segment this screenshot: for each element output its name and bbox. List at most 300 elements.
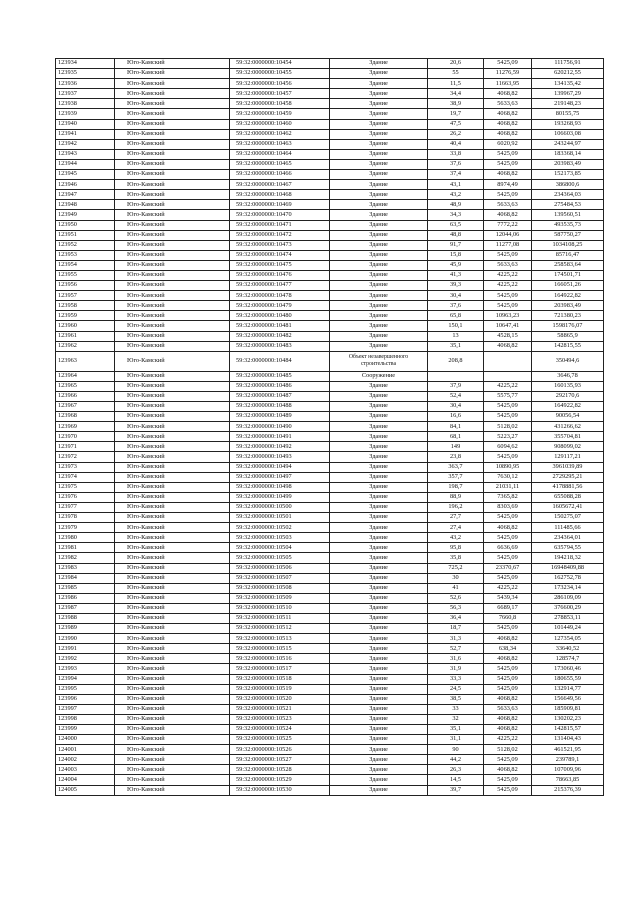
object-type-cell: Здание xyxy=(330,250,428,260)
table-row xyxy=(56,583,604,593)
total-value-cell: 142815,57 xyxy=(532,725,604,735)
table-row xyxy=(56,472,604,482)
object-type-cell: Здание xyxy=(330,301,428,311)
value-per-unit-cell: 12044,06 xyxy=(484,230,532,240)
row-number-cell: 123959 xyxy=(56,311,115,321)
object-type-cell: Здание xyxy=(330,593,428,603)
district-cell: Юго-Камский xyxy=(115,149,230,159)
object-type-cell: Здание xyxy=(330,149,428,159)
value-per-unit-cell: 5128,02 xyxy=(484,745,532,755)
district-cell: Юго-Камский xyxy=(115,644,230,654)
cadastral-number-cell: 59:32:0000000:10512 xyxy=(230,624,330,634)
object-type-cell: Здание xyxy=(330,755,428,765)
object-type-cell: Здание xyxy=(330,210,428,220)
total-value-cell: 620212,55 xyxy=(532,69,604,79)
total-value-cell: 376600,29 xyxy=(532,603,604,613)
row-number-cell: 123979 xyxy=(56,523,115,533)
area-cell: 30 xyxy=(428,573,484,583)
row-number-cell: 123974 xyxy=(56,472,115,482)
district-cell: Юго-Камский xyxy=(115,694,230,704)
row-number-cell: 123936 xyxy=(56,79,115,89)
area-cell: 43,1 xyxy=(428,180,484,190)
value-per-unit-cell: 21031,11 xyxy=(484,482,532,492)
cadastral-number-cell: 59:32:0000000:10485 xyxy=(230,371,330,381)
area-cell: 150,1 xyxy=(428,321,484,331)
table-row xyxy=(56,200,604,210)
cadastral-number-cell: 59:32:0000000:10503 xyxy=(230,533,330,543)
district-cell: Юго-Камский xyxy=(115,180,230,190)
district-cell: Юго-Камский xyxy=(115,79,230,89)
value-per-unit-cell xyxy=(484,351,532,371)
area-cell: 27,7 xyxy=(428,513,484,523)
total-value-cell: 461521,95 xyxy=(532,745,604,755)
row-number-cell: 123961 xyxy=(56,331,115,341)
district-cell: Юго-Камский xyxy=(115,311,230,321)
row-number-cell: 123957 xyxy=(56,291,115,301)
object-type-cell: Здание xyxy=(330,422,428,432)
district-cell: Юго-Камский xyxy=(115,331,230,341)
row-number-cell: 123952 xyxy=(56,240,115,250)
value-per-unit-cell: 5425,09 xyxy=(484,755,532,765)
cadastral-number-cell: 59:32:0000000:10457 xyxy=(230,89,330,99)
district-cell: Юго-Камский xyxy=(115,89,230,99)
value-per-unit-cell: 5425,09 xyxy=(484,301,532,311)
object-type-cell: Здание xyxy=(330,139,428,149)
row-number-cell: 123963 xyxy=(56,351,115,371)
table-row xyxy=(56,129,604,139)
area-cell: 38,9 xyxy=(428,99,484,109)
row-number-cell: 124001 xyxy=(56,745,115,755)
object-type-cell: Здание xyxy=(330,391,428,401)
cadastral-number-cell: 59:32:0000000:10492 xyxy=(230,442,330,452)
district-cell: Юго-Камский xyxy=(115,624,230,634)
value-per-unit-cell: 7365,82 xyxy=(484,492,532,502)
row-number-cell: 123971 xyxy=(56,442,115,452)
district-cell: Юго-Камский xyxy=(115,281,230,291)
row-number-cell: 124003 xyxy=(56,765,115,775)
object-type-cell: Здание xyxy=(330,543,428,553)
object-type-cell: Здание xyxy=(330,502,428,512)
district-cell: Юго-Камский xyxy=(115,775,230,785)
total-value-cell: 131404,43 xyxy=(532,735,604,745)
cadastral-number-cell: 59:32:0000000:10513 xyxy=(230,634,330,644)
table-row xyxy=(56,422,604,432)
value-per-unit-cell: 4068,82 xyxy=(484,654,532,664)
row-number-cell: 123938 xyxy=(56,99,115,109)
value-per-unit-cell: 5633,63 xyxy=(484,704,532,714)
table-row xyxy=(56,240,604,250)
area-cell: 90 xyxy=(428,745,484,755)
total-value-cell: 156649,56 xyxy=(532,694,604,704)
table-row xyxy=(56,250,604,260)
property-table xyxy=(55,58,604,796)
value-per-unit-cell: 7660,8 xyxy=(484,613,532,623)
table-row xyxy=(56,624,604,634)
total-value-cell: 243244,97 xyxy=(532,139,604,149)
table-row xyxy=(56,714,604,724)
district-cell: Юго-Камский xyxy=(115,220,230,230)
row-number-cell: 123987 xyxy=(56,603,115,613)
row-number-cell: 123956 xyxy=(56,281,115,291)
object-type-cell: Здание xyxy=(330,573,428,583)
value-per-unit-cell: 5425,09 xyxy=(484,684,532,694)
area-cell: 88,9 xyxy=(428,492,484,502)
row-number-cell: 123973 xyxy=(56,462,115,472)
row-number-cell: 123935 xyxy=(56,69,115,79)
total-value-cell: 203983,49 xyxy=(532,159,604,169)
table-row xyxy=(56,502,604,512)
cadastral-number-cell: 59:32:0000000:10520 xyxy=(230,694,330,704)
row-number-cell: 123967 xyxy=(56,402,115,412)
area-cell: 37,6 xyxy=(428,159,484,169)
value-per-unit-cell: 5425,09 xyxy=(484,452,532,462)
object-type-cell: Здание xyxy=(330,69,428,79)
total-value-cell: 160135,93 xyxy=(532,381,604,391)
value-per-unit-cell: 8303,69 xyxy=(484,502,532,512)
table-row xyxy=(56,79,604,89)
total-value-cell: 3646,78 xyxy=(532,371,604,381)
cadastral-number-cell: 59:32:0000000:10524 xyxy=(230,725,330,735)
table-row xyxy=(56,190,604,200)
cadastral-number-cell: 59:32:0000000:10480 xyxy=(230,311,330,321)
district-cell: Юго-Камский xyxy=(115,704,230,714)
district-cell: Юго-Камский xyxy=(115,301,230,311)
cadastral-number-cell: 59:32:0000000:10511 xyxy=(230,613,330,623)
district-cell: Юго-Камский xyxy=(115,755,230,765)
total-value-cell: 173234,14 xyxy=(532,583,604,593)
object-type-cell: Здание xyxy=(330,634,428,644)
object-type-cell: Здание xyxy=(330,402,428,412)
value-per-unit-cell: 6020,92 xyxy=(484,139,532,149)
area-cell: 56,3 xyxy=(428,603,484,613)
value-per-unit-cell: 5425,09 xyxy=(484,402,532,412)
object-type-cell: Здание xyxy=(330,613,428,623)
area-cell: 43,2 xyxy=(428,190,484,200)
object-type-cell: Здание xyxy=(330,240,428,250)
district-cell: Юго-Камский xyxy=(115,523,230,533)
cadastral-number-cell: 59:32:0000000:10509 xyxy=(230,593,330,603)
total-value-cell: 139967,29 xyxy=(532,89,604,99)
district-cell: Юго-Камский xyxy=(115,674,230,684)
cadastral-number-cell: 59:32:0000000:10530 xyxy=(230,785,330,795)
table-row xyxy=(56,664,604,674)
row-number-cell: 123977 xyxy=(56,502,115,512)
area-cell: 37,9 xyxy=(428,381,484,391)
district-cell: Юго-Камский xyxy=(115,170,230,180)
district-cell: Юго-Камский xyxy=(115,341,230,351)
area-cell: 33 xyxy=(428,704,484,714)
total-value-cell: 203983,49 xyxy=(532,301,604,311)
row-number-cell: 123976 xyxy=(56,492,115,502)
area-cell: 11,5 xyxy=(428,79,484,89)
row-number-cell: 123983 xyxy=(56,563,115,573)
total-value-cell: 183368,14 xyxy=(532,149,604,159)
district-cell: Юго-Камский xyxy=(115,462,230,472)
value-per-unit-cell: 4068,82 xyxy=(484,765,532,775)
total-value-cell: 587750,27 xyxy=(532,230,604,240)
district-cell: Юго-Камский xyxy=(115,109,230,119)
cadastral-number-cell: 59:32:0000000:10465 xyxy=(230,159,330,169)
district-cell: Юго-Камский xyxy=(115,159,230,169)
object-type-cell: Здание xyxy=(330,381,428,391)
object-type-cell: Здание xyxy=(330,482,428,492)
value-per-unit-cell: 5425,09 xyxy=(484,785,532,795)
total-value-cell: 1034108,25 xyxy=(532,240,604,250)
cadastral-number-cell: 59:32:0000000:10462 xyxy=(230,129,330,139)
table-row xyxy=(56,270,604,280)
district-cell: Юго-Камский xyxy=(115,603,230,613)
cadastral-number-cell: 59:32:0000000:10507 xyxy=(230,573,330,583)
table-row xyxy=(56,553,604,563)
area-cell: 95,8 xyxy=(428,543,484,553)
object-type-cell: Здание xyxy=(330,523,428,533)
total-value-cell: 431266,62 xyxy=(532,422,604,432)
total-value-cell: 3961039,89 xyxy=(532,462,604,472)
cadastral-number-cell: 59:32:0000000:10510 xyxy=(230,603,330,613)
area-cell: 37,6 xyxy=(428,301,484,311)
row-number-cell: 123997 xyxy=(56,704,115,714)
row-number-cell: 123960 xyxy=(56,321,115,331)
value-per-unit-cell: 4068,82 xyxy=(484,341,532,351)
area-cell: 31,3 xyxy=(428,634,484,644)
cadastral-number-cell: 59:32:0000000:10527 xyxy=(230,755,330,765)
district-cell: Юго-Камский xyxy=(115,482,230,492)
row-number-cell: 123958 xyxy=(56,301,115,311)
cadastral-number-cell: 59:32:0000000:10463 xyxy=(230,139,330,149)
cadastral-number-cell: 59:32:0000000:10470 xyxy=(230,210,330,220)
area-cell: 37,4 xyxy=(428,170,484,180)
total-value-cell: 106603,08 xyxy=(532,129,604,139)
table-row xyxy=(56,69,604,79)
cadastral-number-cell: 59:32:0000000:10464 xyxy=(230,149,330,159)
row-number-cell: 123951 xyxy=(56,230,115,240)
table-row xyxy=(56,603,604,613)
object-type-cell: Здание xyxy=(330,492,428,502)
table-row xyxy=(56,170,604,180)
area-cell: 27,4 xyxy=(428,523,484,533)
area-cell: 149 xyxy=(428,442,484,452)
table-row xyxy=(56,89,604,99)
table-row xyxy=(56,59,604,69)
object-type-cell: Здание xyxy=(330,331,428,341)
total-value-cell: 85716,47 xyxy=(532,250,604,260)
row-number-cell: 123999 xyxy=(56,725,115,735)
table-row xyxy=(56,755,604,765)
area-cell: 31,6 xyxy=(428,654,484,664)
area-cell: 363,7 xyxy=(428,462,484,472)
object-type-cell: Здание xyxy=(330,341,428,351)
object-type-cell: Здание xyxy=(330,59,428,69)
table-row xyxy=(56,704,604,714)
table-row xyxy=(56,351,604,371)
row-number-cell: 123991 xyxy=(56,644,115,654)
cadastral-number-cell: 59:32:0000000:10472 xyxy=(230,230,330,240)
area-cell: 34,4 xyxy=(428,89,484,99)
area-cell: 20,6 xyxy=(428,59,484,69)
area-cell: 52,6 xyxy=(428,593,484,603)
total-value-cell: 130202,23 xyxy=(532,714,604,724)
row-number-cell: 123937 xyxy=(56,89,115,99)
total-value-cell: 355704,81 xyxy=(532,432,604,442)
object-type-cell: Здание xyxy=(330,311,428,321)
total-value-cell: 1605672,41 xyxy=(532,502,604,512)
area-cell: 357,7 xyxy=(428,472,484,482)
cadastral-number-cell: 59:32:0000000:10455 xyxy=(230,69,330,79)
row-number-cell: 123949 xyxy=(56,210,115,220)
district-cell: Юго-Камский xyxy=(115,200,230,210)
total-value-cell: 219148,23 xyxy=(532,99,604,109)
district-cell: Юго-Камский xyxy=(115,270,230,280)
row-number-cell: 123946 xyxy=(56,180,115,190)
district-cell: Юго-Камский xyxy=(115,714,230,724)
total-value-cell: 194218,32 xyxy=(532,553,604,563)
district-cell: Юго-Камский xyxy=(115,291,230,301)
cadastral-number-cell: 59:32:0000000:10459 xyxy=(230,109,330,119)
value-per-unit-cell: 5425,09 xyxy=(484,573,532,583)
area-cell: 23,8 xyxy=(428,452,484,462)
table-row xyxy=(56,432,604,442)
area-cell: 198,7 xyxy=(428,482,484,492)
total-value-cell: 129117,21 xyxy=(532,452,604,462)
object-type-cell: Здание xyxy=(330,533,428,543)
object-type-cell: Здание xyxy=(330,99,428,109)
area-cell: 52,4 xyxy=(428,391,484,401)
cadastral-number-cell: 59:32:0000000:10476 xyxy=(230,270,330,280)
district-cell: Юго-Камский xyxy=(115,250,230,260)
object-type-cell: Здание xyxy=(330,230,428,240)
table-row xyxy=(56,674,604,684)
row-number-cell: 123981 xyxy=(56,543,115,553)
cadastral-number-cell: 59:32:0000000:10500 xyxy=(230,502,330,512)
value-per-unit-cell: 4225,22 xyxy=(484,735,532,745)
cadastral-number-cell: 59:32:0000000:10475 xyxy=(230,260,330,270)
table-row xyxy=(56,573,604,583)
row-number-cell: 123947 xyxy=(56,190,115,200)
table-row xyxy=(56,412,604,422)
object-type-cell: Здание xyxy=(330,452,428,462)
row-number-cell: 123992 xyxy=(56,654,115,664)
total-value-cell: 111756,91 xyxy=(532,59,604,69)
value-per-unit-cell: 638,34 xyxy=(484,644,532,654)
area-cell: 40,4 xyxy=(428,139,484,149)
total-value-cell: 193268,93 xyxy=(532,119,604,129)
district-cell: Юго-Камский xyxy=(115,240,230,250)
district-cell: Юго-Камский xyxy=(115,59,230,69)
district-cell: Юго-Камский xyxy=(115,321,230,331)
row-number-cell: 123939 xyxy=(56,109,115,119)
table-row xyxy=(56,99,604,109)
value-per-unit-cell: 7630,12 xyxy=(484,472,532,482)
district-cell: Юго-Камский xyxy=(115,664,230,674)
area-cell: 47,5 xyxy=(428,119,484,129)
object-type-cell: Здание xyxy=(330,563,428,573)
area-cell: 31,9 xyxy=(428,664,484,674)
object-type-cell: Здание xyxy=(330,129,428,139)
district-cell: Юго-Камский xyxy=(115,351,230,371)
district-cell: Юго-Камский xyxy=(115,69,230,79)
total-value-cell: 635794,55 xyxy=(532,543,604,553)
row-number-cell: 123995 xyxy=(56,684,115,694)
table-row xyxy=(56,543,604,553)
district-cell: Юго-Камский xyxy=(115,684,230,694)
cadastral-number-cell: 59:32:0000000:10501 xyxy=(230,513,330,523)
object-type-cell: Здание xyxy=(330,190,428,200)
total-value-cell: 275484,53 xyxy=(532,200,604,210)
object-type-cell: Здание xyxy=(330,200,428,210)
object-type-cell: Здание xyxy=(330,220,428,230)
table-row xyxy=(56,260,604,270)
row-number-cell: 124000 xyxy=(56,735,115,745)
value-per-unit-cell: 23370,67 xyxy=(484,563,532,573)
area-cell: 35,1 xyxy=(428,725,484,735)
table-row xyxy=(56,533,604,543)
cadastral-number-cell: 59:32:0000000:10488 xyxy=(230,402,330,412)
table-row xyxy=(56,442,604,452)
area-cell: 32 xyxy=(428,714,484,724)
district-cell: Юго-Камский xyxy=(115,129,230,139)
cadastral-number-cell: 59:32:0000000:10467 xyxy=(230,180,330,190)
cadastral-number-cell: 59:32:0000000:10454 xyxy=(230,59,330,69)
area-cell: 30,4 xyxy=(428,402,484,412)
district-cell: Юго-Камский xyxy=(115,119,230,129)
total-value-cell: 162752,78 xyxy=(532,573,604,583)
district-cell: Юго-Камский xyxy=(115,654,230,664)
table-row xyxy=(56,513,604,523)
district-cell: Юго-Камский xyxy=(115,422,230,432)
cadastral-number-cell: 59:32:0000000:10519 xyxy=(230,684,330,694)
district-cell: Юго-Камский xyxy=(115,260,230,270)
area-cell: 39,7 xyxy=(428,785,484,795)
district-cell: Юго-Камский xyxy=(115,583,230,593)
area-cell: 39,3 xyxy=(428,281,484,291)
total-value-cell: 908099,02 xyxy=(532,442,604,452)
cadastral-number-cell: 59:32:0000000:10516 xyxy=(230,654,330,664)
value-per-unit-cell: 4068,82 xyxy=(484,714,532,724)
total-value-cell: 166051,26 xyxy=(532,281,604,291)
object-type-cell: Здание xyxy=(330,170,428,180)
cadastral-number-cell: 59:32:0000000:10494 xyxy=(230,462,330,472)
object-type-cell: Здание xyxy=(330,624,428,634)
table-body xyxy=(56,59,604,796)
table-row xyxy=(56,331,604,341)
value-per-unit-cell: 5425,09 xyxy=(484,624,532,634)
cadastral-number-cell: 59:32:0000000:10508 xyxy=(230,583,330,593)
value-per-unit-cell: 11276,59 xyxy=(484,69,532,79)
row-number-cell: 123982 xyxy=(56,553,115,563)
cadastral-number-cell: 59:32:0000000:10486 xyxy=(230,381,330,391)
value-per-unit-cell: 4068,82 xyxy=(484,109,532,119)
value-per-unit-cell: 4225,22 xyxy=(484,270,532,280)
total-value-cell: 292170,6 xyxy=(532,391,604,401)
table-row xyxy=(56,291,604,301)
table-row xyxy=(56,109,604,119)
object-type-cell: Здание xyxy=(330,432,428,442)
row-number-cell: 123945 xyxy=(56,170,115,180)
object-type-cell: Здание xyxy=(330,513,428,523)
object-type-cell: Здание xyxy=(330,462,428,472)
row-number-cell: 123972 xyxy=(56,452,115,462)
row-number-cell: 123950 xyxy=(56,220,115,230)
value-per-unit-cell: 4068,82 xyxy=(484,210,532,220)
value-per-unit-cell: 6636,69 xyxy=(484,543,532,553)
area-cell: 24,5 xyxy=(428,684,484,694)
object-type-cell: Здание xyxy=(330,442,428,452)
district-cell: Юго-Камский xyxy=(115,99,230,109)
row-number-cell: 123980 xyxy=(56,533,115,543)
cadastral-number-cell: 59:32:0000000:10529 xyxy=(230,775,330,785)
table-row xyxy=(56,139,604,149)
row-number-cell: 123953 xyxy=(56,250,115,260)
